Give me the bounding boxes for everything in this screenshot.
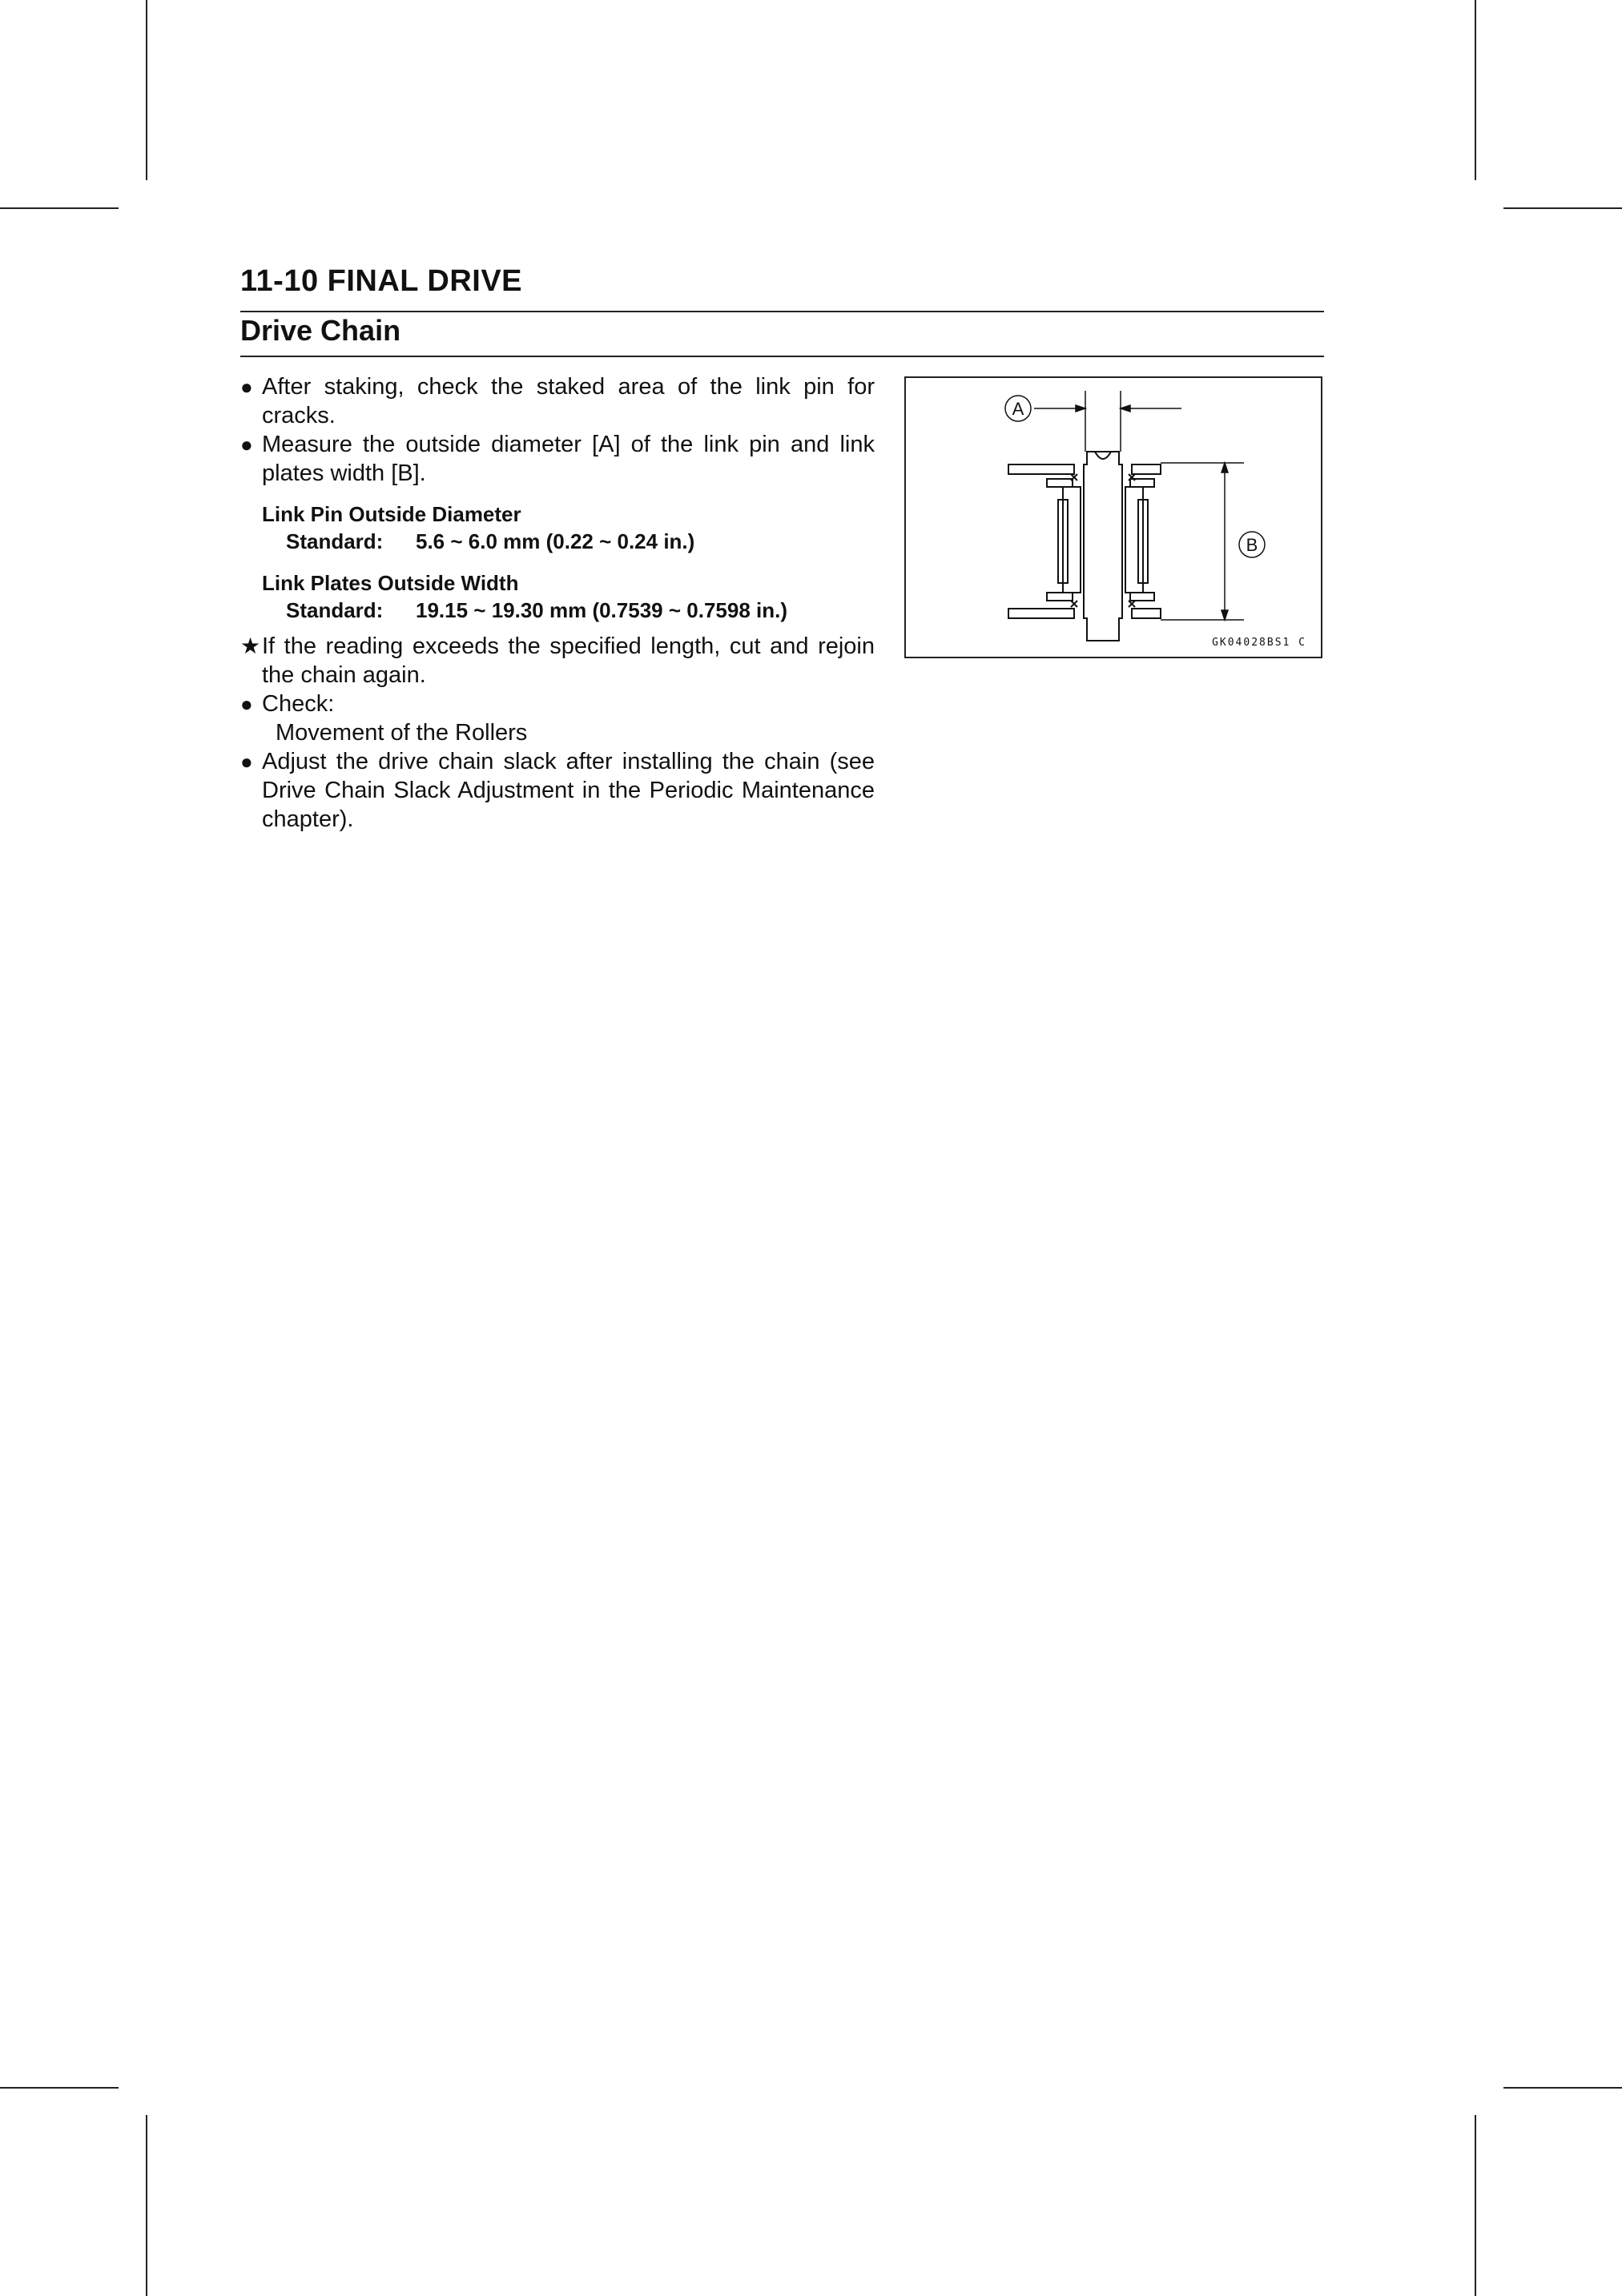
bullet-text: Check:: [262, 691, 335, 717]
bullet-icon: ●: [240, 375, 253, 399]
section-rule: [240, 356, 1324, 357]
bullet-text: Measure the outside diameter [A] of the link pin and link plates width [B].: [262, 432, 875, 486]
bullet-icon: ●: [240, 432, 253, 456]
bullet-item: [240, 430, 875, 488]
chain-link-diagram: [906, 378, 1321, 657]
crop-mark: [0, 207, 119, 209]
bullet-item: [240, 747, 875, 834]
crop-mark: [1503, 207, 1622, 209]
bullet-item: [240, 690, 875, 718]
spec-block: [262, 569, 875, 624]
sub-item: Movement of the Rollers: [276, 720, 528, 746]
spec-key: Standard:: [286, 598, 384, 622]
instructions: [240, 372, 875, 834]
spec-block: [262, 501, 875, 555]
crop-mark: [146, 2115, 147, 2296]
star-icon: ★: [240, 633, 261, 658]
page-header-title: 11-10 FINAL DRIVE: [240, 264, 523, 298]
spec-value: 5.6 ~ 6.0 mm (0.22 ~ 0.24 in.): [416, 529, 695, 553]
spec-row: [262, 528, 875, 555]
star-item: [240, 632, 875, 690]
spec-label: Link Pin Outside Diameter: [262, 502, 521, 526]
section-title: Drive Chain: [240, 314, 401, 347]
bullet-icon: ●: [240, 692, 253, 716]
crop-mark: [146, 0, 147, 180]
bullet-text: Adjust the drive chain slack after installing the chain (see Drive Chain Slack Adjustment in the Periodic Maintenance chapter).: [262, 749, 875, 832]
bullet-icon: ●: [240, 750, 253, 774]
crop-mark: [1503, 2087, 1622, 2089]
crop-mark: [1475, 0, 1476, 180]
spec-key: Standard:: [286, 529, 384, 553]
star-text: If the reading exceeds the specified length, cut and rejoin the chain again.: [262, 633, 875, 688]
bullet-text: After staking, check the staked area of the link pin for cracks.: [262, 374, 875, 428]
figure-code: GK04028BS1 C: [1212, 637, 1306, 649]
callout-a: A: [1012, 399, 1024, 419]
spec-value: 19.15 ~ 19.30 mm (0.7539 ~ 0.7598 in.): [416, 598, 787, 622]
link-pin-figure: [904, 376, 1322, 658]
crop-mark: [0, 2087, 119, 2089]
spec-label: Link Plates Outside Width: [262, 571, 519, 595]
crop-mark: [1475, 2115, 1476, 2296]
bullet-item: [240, 372, 875, 430]
header-rule: [240, 311, 1324, 312]
callout-b: B: [1246, 535, 1258, 555]
spec-row: [262, 597, 875, 624]
